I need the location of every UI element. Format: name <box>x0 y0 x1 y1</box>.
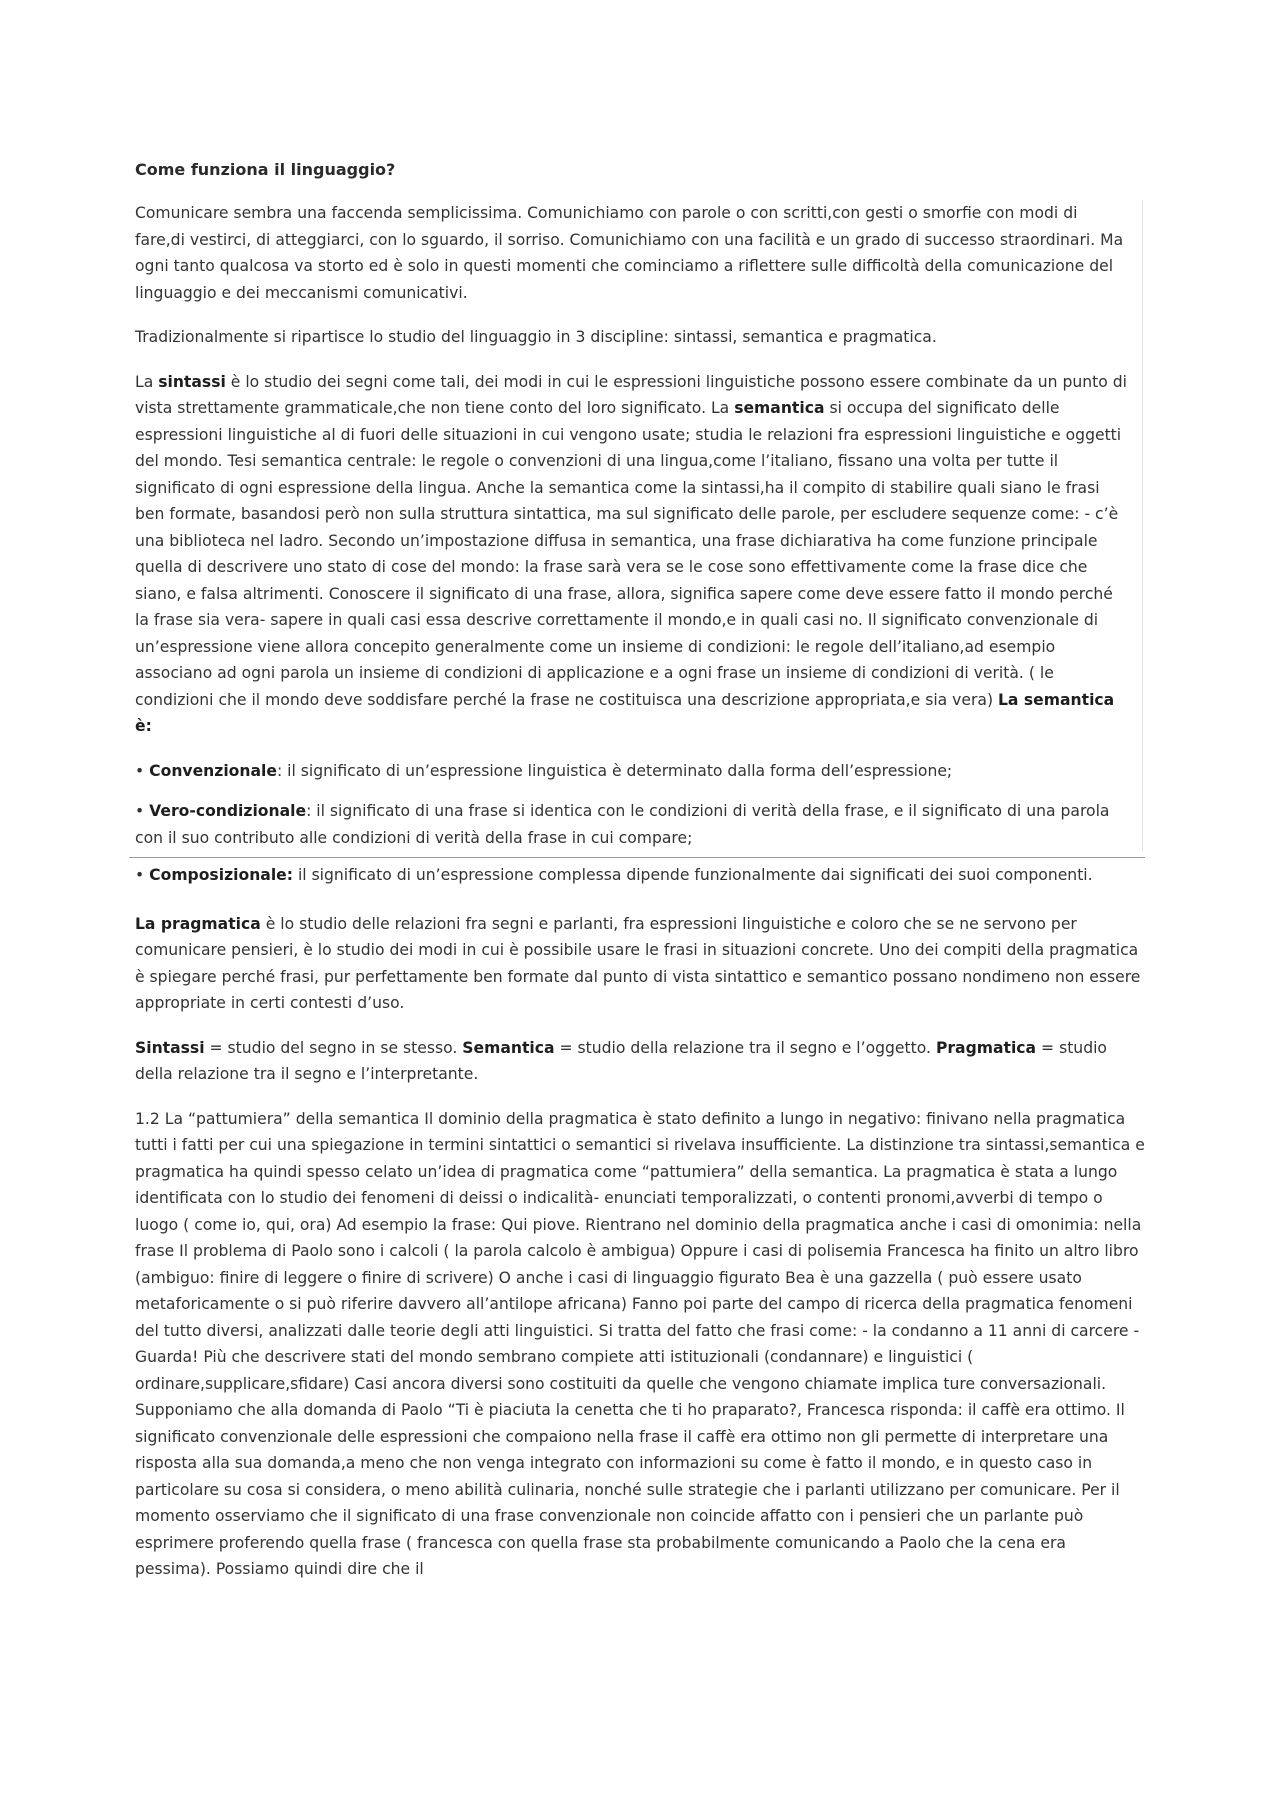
text-run: si occupa del significato delle espressioni linguistiche al di fuori delle situazioni in cui vengono usate; studia le relazioni fra espressioni linguistiche e oggetti del mondo. Tesi semantica centrale: le regole o convenzioni di una lingua,come l’italiano, fissano una volta per tutte il significato di ogni espressione della lingua. Anche la semantica come la sintassi,ha il compito di stabilire quali siano le frasi ben formate, basandosi però non sulla struttura sintattica, ma sul significato delle parole, per escludere sequenze come: - c’è una biblioteca nel ladro. Secondo un’impostazione diffusa in semantica, una frase dichiarativa ha come funzione principale quella di descrivere uno stato di cose del mondo: la frase sarà vera se le cose sono effettivamente come la frase dice che siano, e falsa altrimenti. Conoscere il significato di una frase, allora, significa sapere come deve essere fatto il mondo perché la frase sia vera- sapere in quali casi essa descrive correttamente il mondo,e in quali casi no. Il significato convenzionale di un’espressione viene allora concepito generalmente come un insieme di condizioni: le regole dell’italiano,ad esempio associano ad ogni parola un insieme di condizioni di applicazione e a ogni frase un insieme di condizioni di verità. ( le condizioni che il mondo deve soddisfare perché la frase ne costituisca una descrizione appropriata,e sia vera) <box>135 399 1122 709</box>
bullet-text: il significato di un’espressione complessa dipende funzionalmente dai significati dei suoi componenti. <box>292 866 1093 884</box>
bold-term-semantica: semantica <box>734 399 825 417</box>
bullet-mark: • <box>135 802 150 820</box>
boxed-section <box>135 200 1143 851</box>
text-run: è lo studio delle relazioni fra segni e parlanti, fra espressioni linguistiche e coloro che se ne servono per comunicare pensieri, è lo studio dei modi in cui è possibile usare le frasi in situazioni concrete. Uno dei compiti della pragmatica è spiegare perché frasi, pur perfettamente ben formate dal punto di vista sintattico e semantico possano nondimeno non essere appropriate in certi contesti d’uso. <box>135 914 1141 1012</box>
document-title: Come funziona il linguaggio? <box>135 160 396 179</box>
text-run: è lo studio dei segni come tali, dei modi in cui le espressioni linguistiche possono essere combinate da un punto di vista strettamente grammaticale,che non tiene conto del loro significato. La <box>135 372 1127 417</box>
bullet-text: : il significato di una frase si identica con le condizioni di verità della frase, e il significato di una parola con il suo contributo alle condizioni di verità della frase in cui compare; <box>135 802 1110 847</box>
paragraph-sintassi-semantica <box>135 369 1130 740</box>
bullet-text: : il significato di un’espressione linguistica è determinato dalla forma dell’espressione; <box>276 761 953 780</box>
paragraph-definitions <box>135 1035 1145 1088</box>
bold-semantica-e: La semantica è: <box>135 690 1115 735</box>
text-run: = studio della relazione tra il segno e l’oggetto. <box>554 1038 936 1057</box>
paragraph-pattumiera: 1.2 La “pattumiera” della semantica Il dominio della pragmatica è stato definito a lungo in negativo: finivano nella pragmatica tutti i fatti per cui una spiegazione in termini sintattici o semantici si rivelava insufficiente. La distinzione tra sintassi,semantica e pragmatica ha quindi spesso celato un’idea di pragmatica come “pattumiera” della semantica. La pragmatica è stata a lungo identificata con lo studio dei fenomeni di deissi o indicalità- enunciati temporalizzati, o contenti pronomi,avverbi di tempo o luogo ( come io, qui, ora) Ad esempio la frase: Qui piove. Rientrano nel dominio della pragmatica anche i casi di omonimia: nella frase Il problema di Paolo sono i calcoli ( la parola calcolo è ambigua) Oppure i casi di polisemia Francesca ha finito un altro libro (ambiguo: finire di leggere o finire di scrivere) O anche i casi di linguaggio figurato Bea è una gazzella ( può essere usato metaforicamente o si può riferire davvero all’antilope africana) Fanno poi parte del campo di ricerca della pragmatica fenomeni del tutto diversi, analizzati dalle teorie degli atti linguistici. Si tratta del fatto che frasi come: - la condanno a 11 anni di carcere - Guarda! Più che descrivere stati del mondo sembrano compiete atti istituzionali (condannare) e linguistici ( ordinare,supplicare,sfidare) Casi ancora diversi sono costituiti da quelle che vengono chiamate implica ture conversazionali. Supponiamo che alla domanda di Paolo “Ti è piaciuta la cenetta che ti ho praparato?, Francesca risponda: il caffè era ottimo. Il significato convenzionale delle espressioni che compaiono nella frase il caffè era ottimo non gli permette di interpretare una risposta alla sua domanda,a meno che non venga integrato con informazioni su come è fatto il mondo, e in questo caso in particolare su cosa si considera, o meno abilità culinaria, nonché sulle strategie che i parlanti utilizzano per comunicare. Per il momento osserviamo che il significato di una frase convenzionale non coincide affatto con i pensieri che un parlante può esprimere proferendo quella frase ( francesca con quella frase sta probabilmente comunicando a Paolo che la cena era pessima). Possiamo quindi dire che il <box>135 1109 1145 1578</box>
bold-term-sintassi: sintassi <box>158 372 226 391</box>
bullet-term: Convenzionale <box>149 761 277 780</box>
bullet-term: Composizionale: <box>149 866 293 884</box>
bullet-composizionale <box>129 857 1145 889</box>
bold-term-sintassi: Sintassi <box>135 1038 205 1057</box>
bold-term-pragmatica: Pragmatica <box>935 1038 1037 1057</box>
document-page <box>135 150 1145 1601</box>
text-run: La <box>135 372 159 391</box>
text-run: = studio del segno in se stesso. <box>204 1038 463 1057</box>
bullet-term: Vero-condizionale <box>149 802 307 820</box>
bullet-vero-condizionale <box>135 798 1130 851</box>
bold-term-pragmatica: La pragmatica <box>135 914 261 933</box>
paragraph-pragmatica <box>135 911 1145 1017</box>
bullet-convenzionale <box>135 758 1130 785</box>
paragraph-disciplines: Tradizionalmente si ripartisce lo studio del linguaggio in 3 discipline: sintassi, semantica e pragmatica. <box>135 328 937 346</box>
bullet-mark: • <box>135 866 150 884</box>
bullet-mark: • <box>135 761 150 780</box>
paragraph-intro: Comunicare sembra una faccenda semplicissima. Comunichiamo con parole o con scritti,con gesti o smorfie con modi di fare,di vestirci, di atteggiarci, con lo sguardo, il sorriso. Comunichiamo con una facilità e un grado di successo straordinari. Ma ogni tanto qualcosa va storto ed è solo in questi momenti che cominciamo a riflettere sulle difficoltà della comunicazione del linguaggio e dei meccanismi comunicativi. <box>135 204 1124 302</box>
text-run: = studio della relazione tra il segno e l’interpretante. <box>135 1038 1107 1083</box>
bold-term-semantica: Semantica <box>462 1038 555 1057</box>
